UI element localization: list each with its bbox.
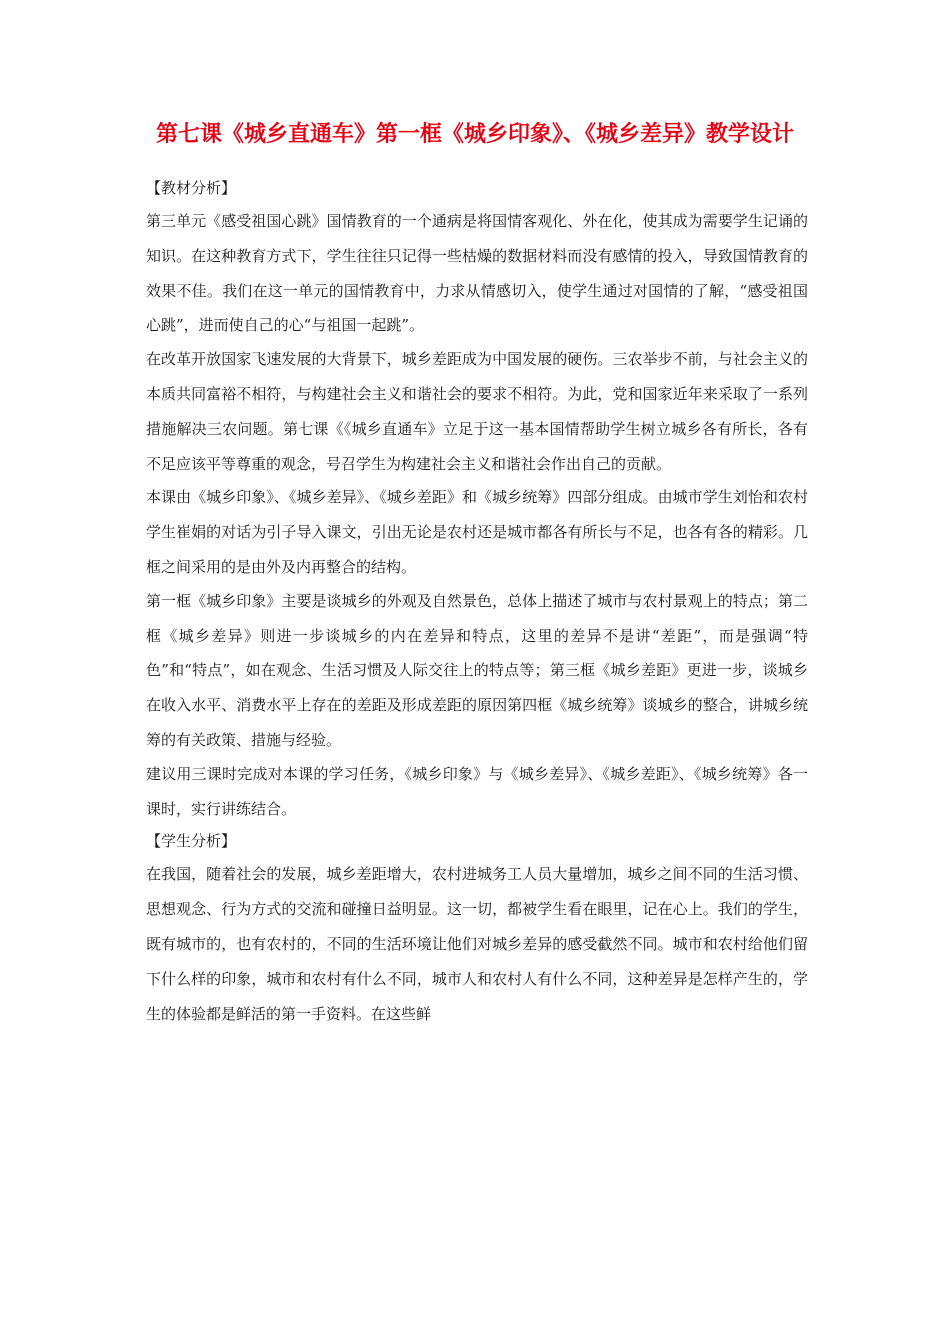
document-title: 第七课《城乡直通车》第一框《城乡印象》、《城乡差异》教学设计	[155, 121, 794, 147]
paragraph: 在改革开放国家飞速发展的大背景下，城乡差距成为中国发展的硬伤。三农举步不前，与社会主义的本质共同富裕不相符，与构建社会主义和谐社会的要求不相符。为此，党和国家近年来采取了一系列措施解决三农问题。第七课《《城乡直通车》立足于这一基本国情帮助学生树立城乡各有所长，各有不足应该平等尊重的观念，号召学生为构建社会主义和谐社会作出自己的贡献。	[146, 350, 808, 473]
paragraph: 第三单元《感受祖国心跳》国情教育的一个通病是将国情客观化、外在化，使其成为需要学生记诵的知识。在这种教育方式下，学生往往只记得一些枯燥的数据材料而没有感情的投入，导致国情教育的效果不佳。我们在这一单元的国情教育中，力求从情感切入，使学生通过对国情的了解，“感受祖国心跳”，进而使自己的心“与祖国一起跳”。	[146, 212, 808, 335]
section-heading-student-analysis: 【学生分析】	[146, 832, 237, 851]
paragraph: 第一框《城乡印象》主要是谈城乡的外观及自然景色，总体上描述了城市与农村景观上的特点；第二框《城乡差异》则进一步谈城乡的内在差异和特点，这里的差异不是讲“差距”，而是强调“特色”和“特点”，如在观念、生活习惯及人际交往上的特点等；第三框《城乡差距》更进一步，谈城乡在收入水平、消费水平上存在的差距及形成差距的原因第四框《城乡统筹》谈城乡的整合，讲城乡统筹的有关政策、措施与经验。	[146, 591, 808, 749]
paragraph: 本课由《城乡印象》、《城乡差异》、《城乡差距》和《城乡统筹》四部分组成。由城市学生刘怡和农村学生崔娟的对话为引子导入课文，引出无论是农村还是城市都各有所长与不足，也各有各的精彩。几框之间采用的是由外及内再整合的结构。	[146, 488, 808, 576]
document-body	[146, 172, 808, 1030]
section-heading-textbook-analysis: 【教材分析】	[146, 179, 237, 197]
paragraph: 在我国，随着社会的发展，城乡差距增大，农村进城务工人员大量增加，城乡之间不同的生活习惯、思想观念、行为方式的交流和碰撞日益明显。这一切，都被学生看在眼里，记在心上。我们的学生，既有城市的，也有农村的，不同的生活环境让他们对城乡差异的感受截然不同。城市和农村给他们留下什么样的印象，城市和农村有什么不同，城市人和农村人有什么不同，这种差异是怎样产生的，学生的体验都是鲜活的第一手资料。在这些鲜	[146, 865, 808, 1023]
paragraph: 建议用三课时完成对本课的学习任务，《城乡印象》与《城乡差异》、《城乡差距》、《城乡统筹》各一课时，实行讲练结合。	[146, 764, 808, 818]
